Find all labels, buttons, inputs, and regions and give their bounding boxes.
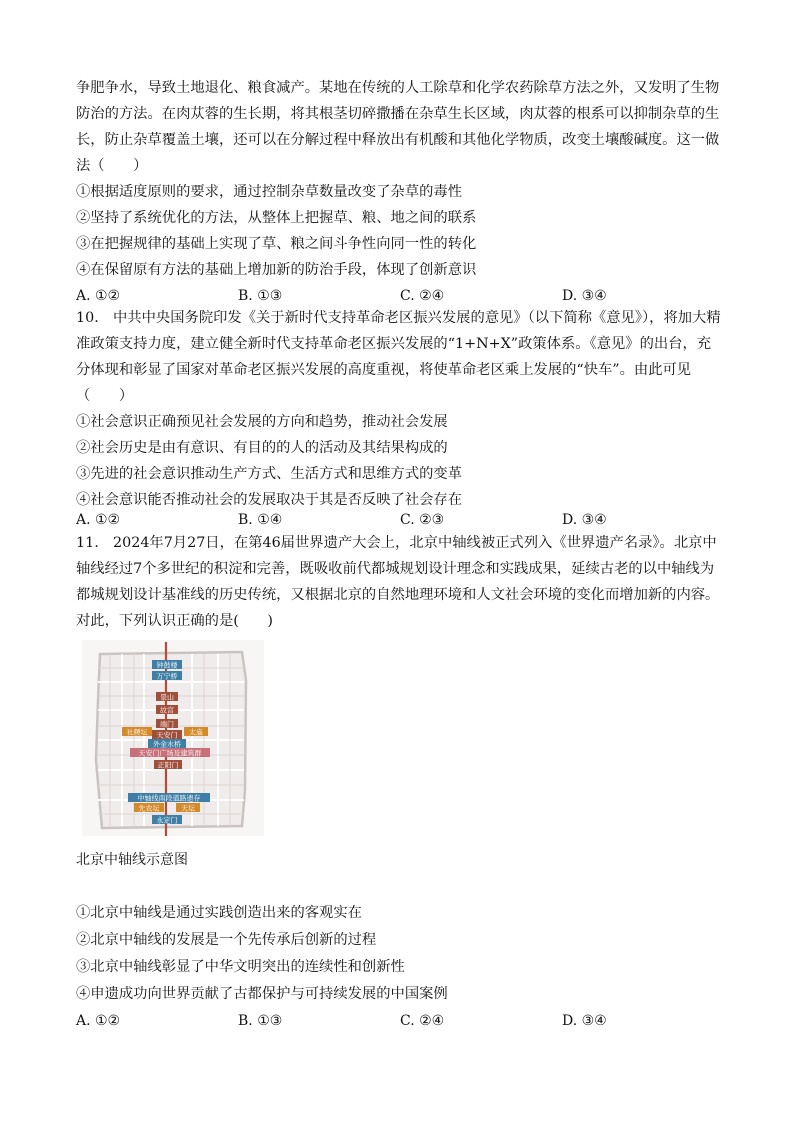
q11-option-c[interactable]: C. ②④ — [400, 1013, 445, 1029]
landmark-label: 天坛 — [181, 804, 195, 813]
landmark-tag-zhengyang — [154, 760, 182, 770]
q10-option-b[interactable]: B. ①④ — [238, 512, 283, 528]
landmark-label: 天安门 — [156, 731, 178, 740]
landmark-label: 天安门广场及建筑群 — [138, 749, 202, 758]
landmark-tag-jingshan — [156, 692, 178, 702]
landmark-label: 中轴线南段道路遗存 — [137, 794, 201, 803]
landmark-label: 社稷坛 — [126, 728, 148, 737]
q11-option-b[interactable]: B. ①③ — [238, 1013, 283, 1029]
q9-item-2: ②坚持了系统优化的方法，从整体上把握草、粮、地之间的联系 — [76, 210, 477, 226]
landmark-label: 先农坛 — [138, 804, 160, 813]
landmark-label: 景山 — [160, 693, 174, 702]
q11-options — [76, 1008, 726, 1034]
q11-item-3: ③北京中轴线彰显了中华文明突出的连续性和创新性 — [76, 959, 405, 975]
q11-item-4: ④申遗成功向世界贡献了古都保护与可持续发展的中国案例 — [76, 986, 448, 1002]
landmark-tag-xiannong — [134, 803, 164, 813]
landmark-tag-bell-drum — [152, 660, 182, 670]
landmark-tag-tiantan — [176, 803, 200, 813]
map-caption: 北京中轴线示意图 — [76, 852, 188, 868]
q11-stem: 11. 2024年7月27日，在第46届世界遗产大会上，北京中轴线被正式列入《世界遗产名录》。北京中轴线经过7个多世纪的积淀和完善，既吸收前代都城规划设计理念和实践成果，延续古老的以中轴线为都城规划设计基准线的历史传统，又根据北京的自然地理环境和人文社会环境的变化而增加新的内容。对此，下列认识正确的是( ) — [76, 535, 720, 629]
landmark-tag-yongding — [152, 815, 182, 825]
q9-option-d[interactable]: D. ③④ — [562, 288, 607, 304]
q10-item-1: ①社会意识正确预见社会发展的方向和趋势，推动社会发展 — [76, 414, 448, 430]
q9-item-1: ①根据适度原则的要求，通过控制杂草数量改变了杂草的毒性 — [76, 184, 463, 200]
q9-stem: 争肥争水，导致土地退化、粮食减产。某地在传统的人工除草和化学农药除草方法之外，又发明了生物防治的方法。在肉苁蓉的生长期，将其根茎切碎撒播在杂草生长区域，肉苁蓉的根系可以抑制杂草的生长，防止杂草覆盖土壤，还可以在分解过程中释放出有机酸和其他化学物质，改变土壤酸碱度。这一做法（ ） — [76, 80, 720, 174]
q10-item-4: ④社会意识能否推动社会的发展取决于其是否反映了社会存在 — [76, 492, 463, 508]
landmark-label: 端门 — [160, 720, 174, 729]
q10-option-a[interactable]: A. ①② — [76, 512, 121, 528]
landmark-tag-square — [130, 748, 210, 758]
q11-option-a[interactable]: A. ①② — [76, 1013, 121, 1029]
landmark-tag-wanning — [152, 671, 182, 681]
landmark-tag-gugong — [156, 705, 178, 715]
landmark-tag-road-remains — [128, 793, 210, 803]
landmark-tag-sheji — [122, 727, 152, 737]
landmark-tag-tiananmen — [152, 730, 182, 740]
q11-item-2: ②北京中轴线的发展是一个先传承后创新的过程 — [76, 932, 377, 948]
landmark-label: 故宫 — [160, 706, 174, 715]
landmark-label: 永定门 — [156, 816, 178, 825]
landmark-tag-waijin — [148, 739, 186, 749]
q9-option-a[interactable]: A. ①② — [76, 288, 121, 304]
landmark-label: 外金水桥 — [153, 740, 181, 749]
landmark-tag-taimiao — [184, 727, 208, 737]
q11-item-1: ①北京中轴线是通过实践创造出来的客观实在 — [76, 905, 362, 921]
q9-option-c[interactable]: C. ②④ — [400, 288, 445, 304]
q9-item-4: ④在保留原有方法的基础上增加新的防治手段，体现了创新意识 — [76, 262, 477, 278]
landmark-label: 正阳门 — [157, 761, 179, 770]
q10-option-c[interactable]: C. ②③ — [400, 512, 445, 528]
q10-stem: 10. 中共中央国务院印发《关于新时代支持革命老区振兴发展的意见》（以下简称《意见》），将加大精准政策支持力度，建立健全新时代支持革命老区振兴发展的“1+N+X”政策体系。《意见》的出台，充分体现和彰显了国家对革命老区振兴发展的高度重视，将使革命老区乘上发展的“快车”。由此可见（ ） — [76, 310, 721, 404]
landmark-label: 太庙 — [189, 728, 203, 737]
beijing-axis-map — [82, 640, 264, 836]
q9-option-b[interactable]: B. ①③ — [238, 288, 283, 304]
landmark-label: 万宁桥 — [156, 672, 178, 681]
landmark-label: 钟鼓楼 — [156, 661, 178, 670]
q10-item-2: ②社会历史是由有意识、有目的的人的活动及其结果构成的 — [76, 440, 448, 456]
q10-option-d[interactable]: D. ③④ — [562, 512, 607, 528]
q10-item-3: ③先进的社会意识推动生产方式、生活方式和思维方式的变革 — [76, 466, 463, 482]
q9-item-3: ③在把握规律的基础上实现了草、粮之间斗争性向同一性的转化 — [76, 236, 477, 252]
landmark-tag-duanmen — [156, 719, 178, 729]
q11-option-d[interactable]: D. ③④ — [562, 1013, 607, 1029]
